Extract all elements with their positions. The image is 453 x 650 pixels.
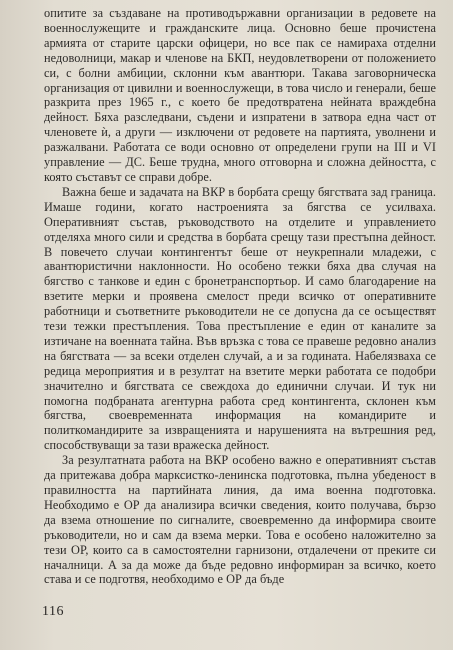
paragraph: опитите за създаване на противодържавни организации в редовете на военнослужещите и гражданските лица. Основно беше прочистена армията от старите царски офицери, но все пак се намираха отделни недоволници, макар и членове на БКП, неудовлетворени от положението си, с болни амбиции, склонни към авантюри. Такава заговорническа организация от цивилни и военнослужещи, в това число и генерали, беше разкрита през 1965 г., с което бе предотвратена нейната враждебна дейност. Бяха разследвани, съдени и изпратени в затвора една част от членовете ѝ, а други — изключени от редовете на партията, уволнени и разжалвани. Работата се води основно от определени групи на III и VI управление — ДС. Беше трудна, много отговорна и сложна дейността, с която съставът се справи добре. xyxy=(44,6,436,184)
body-text xyxy=(44,6,436,587)
paragraph: Важна беше и задачата на ВКР в борбата срещу бягствата зад граница. Имаше години, когато настроенията за бягства се усилваха. Оперативният състав, ръководството на отделите и управлението отделяха много сили и средства в борбата срещу тази престъпна дейност. В повечето случаи контингентът беше от неукрепнали младежи, с авантюристични наклонности. Но особено тежки бяха два случая на бягство с танкове и един с бронетранспортьор. И само благодарение на взетите мерки и проявена смелост преди всичко от оперативните работници и съответните ръководители не се допусна да се осъществят тези тежки престъпления. Това престъпление е един от каналите за изтичане на военната тайна. Във връзка с това се правеше редовно анализ на бягствата — за всеки отделен случай, а и за годината. Набелязваха се редица мероприятия и в резултат на взетите мерки работата се подобри значително и бягствата се свеждоха до единични случаи. И тук ни помогна подбраната агентурна работа сред контингента, склонен към бягства, своевременната информация на командирите и политкомандирите за извращенията и нарушенията на вътрешния ред, способствуващи за тази вражеска дейност. xyxy=(44,184,436,453)
paragraph: За резултатната работа на ВКР особено важно е оперативният състав да притежава добра марксистко-ленинска подготовка, пълна убеденост в правилността на партийната линия, да има военна подготовка. Необходимо е ОР да анализира всички сведения, които получава, бързо да взема отношение по сигналите, своевременно да информира своите ръководители, но и сам да взема мерки. Това е особено наложително за тези ОР, които са в самостоятелни гарнизони, отдалечени от прекитe си началници. А за да може да бъде редовно информиран за всичко, което става и се подготвя, необходимо е ОР да бъде xyxy=(44,453,436,587)
page-number: 116 xyxy=(42,604,64,619)
